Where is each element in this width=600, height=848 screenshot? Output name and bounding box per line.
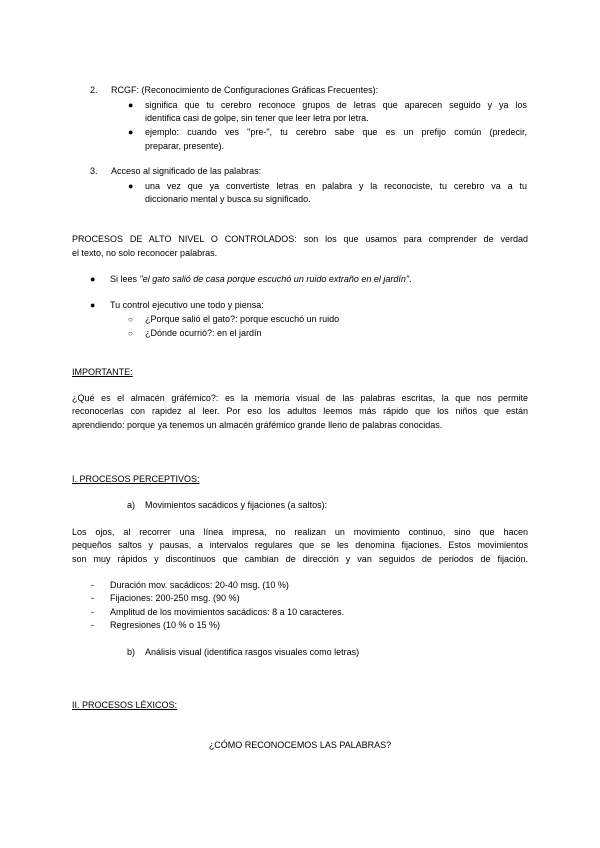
perceptivos-heading: I. PROCESOS PERCEPTIVOS: — [72, 474, 200, 484]
alto-nivel-bullet2: Tu control ejecutivo une todo y piensa: — [110, 300, 264, 310]
item2-title: RCGF: (Reconocimiento de Configuraciones Gráficas Frecuentes): — [111, 85, 379, 95]
alto-nivel-sub2: ¿Dónde ocurrió?: en el jardín — [145, 328, 262, 338]
item3-bullet1-line2: diccionario mental y busca su significado. — [145, 194, 311, 204]
perceptivos-para-line2: pequeños saltos y pausas, a intervalos regulares que se les denomina fijaciones. Estos movimientos — [72, 540, 528, 550]
importante-line1: ¿Qué es el almacén gráfémico?: es la memoria visual de las palabras escritas, la que nos permite — [72, 393, 528, 403]
sub-a-marker: a) — [127, 500, 136, 510]
bullet-icon: ● — [128, 100, 134, 110]
item3-number: 3. — [90, 166, 98, 176]
perceptivos-para-line1: Los ojos, al recorrer una línea impresa, no realizan un movimiento continuo, sino que hacen — [72, 527, 528, 537]
sub-b-marker: b) — [127, 647, 136, 657]
list-item: Duración mov. sacádicos: 20-40 msg. (10 %) — [110, 580, 289, 590]
circle-bullet-icon: ○ — [128, 329, 133, 338]
sub-b-title: Análisis visual (identifica rasgos visuales como letras) — [145, 647, 360, 657]
lexicos-heading: II. PROCESOS LÉXICOS: — [72, 700, 178, 710]
alto-nivel-bullet1: Si lees "el gato salió de casa porque escuchó un ruido extraño en el jardín". — [110, 274, 412, 284]
alto-nivel-line2: el texto, no solo reconocer palabras. — [72, 248, 218, 258]
list-item: Fijaciones: 200-250 msg. (90 %) — [110, 593, 240, 603]
item2-bullet1-line2: identifica casi de golpe, sin tener que leer letra por letra. — [145, 113, 369, 123]
bullet-icon: ● — [90, 300, 96, 310]
list-item: Amplitud de los movimientos sacádicos: 8 a 10 caracteres. — [110, 607, 345, 617]
dash-marker: - — [91, 607, 94, 617]
bullet-icon: ● — [128, 181, 134, 191]
bullet-icon: ● — [90, 274, 96, 284]
alto-nivel-sub1: ¿Porque salió el gato?: porque escuchó un ruido — [145, 314, 340, 324]
item2-number: 2. — [90, 85, 98, 95]
sub-a-title: Movimientos sacádicos y fijaciones (a saltos): — [145, 500, 328, 510]
dash-marker: - — [91, 580, 94, 590]
item3-title: Acceso al significado de las palabras: — [111, 166, 262, 176]
list-item: Regresiones (10 % o 15 %) — [110, 620, 221, 630]
lexicos-question: ¿CÓMO RECONOCEMOS LAS PALABRAS? — [208, 740, 392, 750]
bullet-icon: ● — [128, 127, 134, 137]
example-quote: "el gato salió de casa porque escuchó un ruido extraño en el jardín" — [139, 274, 410, 284]
dash-marker: - — [91, 620, 94, 630]
circle-bullet-icon: ○ — [128, 315, 133, 324]
item2-bullet2-line2: preparar, presente). — [145, 141, 225, 151]
alto-nivel-line1: PROCESOS DE ALTO NIVEL O CONTROLADOS: son los que usamos para comprender de verdad — [72, 234, 528, 244]
importante-line2: reconocerlas con rapidez al leer. Por eso los adultos leemos más rápido que los niños que están — [72, 406, 528, 416]
perceptivos-para-line3: son muy rápidos y discontinuos que cambian de dirección y van seguidos de periodos de fijación. — [72, 554, 528, 564]
importante-heading: IMPORTANTE: — [72, 367, 133, 377]
item2-bullet1-line1: significa que tu cerebro reconoce grupos de letras que aparecen seguido y ya los — [145, 100, 527, 110]
importante-line3: aprendiendo: porque ya tenemos un almacén gráfémico grande lleno de palabras conocidas. — [72, 420, 443, 430]
item3-bullet1-line1: una vez que ya convertiste letras en palabra y la reconociste, tu cerebro va a tu — [145, 181, 527, 191]
dash-marker: - — [91, 593, 94, 603]
item2-bullet2-line1: ejemplo: cuando ves "pre-", tu cerebro sabe que es un prefijo común (predecir, — [145, 127, 527, 137]
